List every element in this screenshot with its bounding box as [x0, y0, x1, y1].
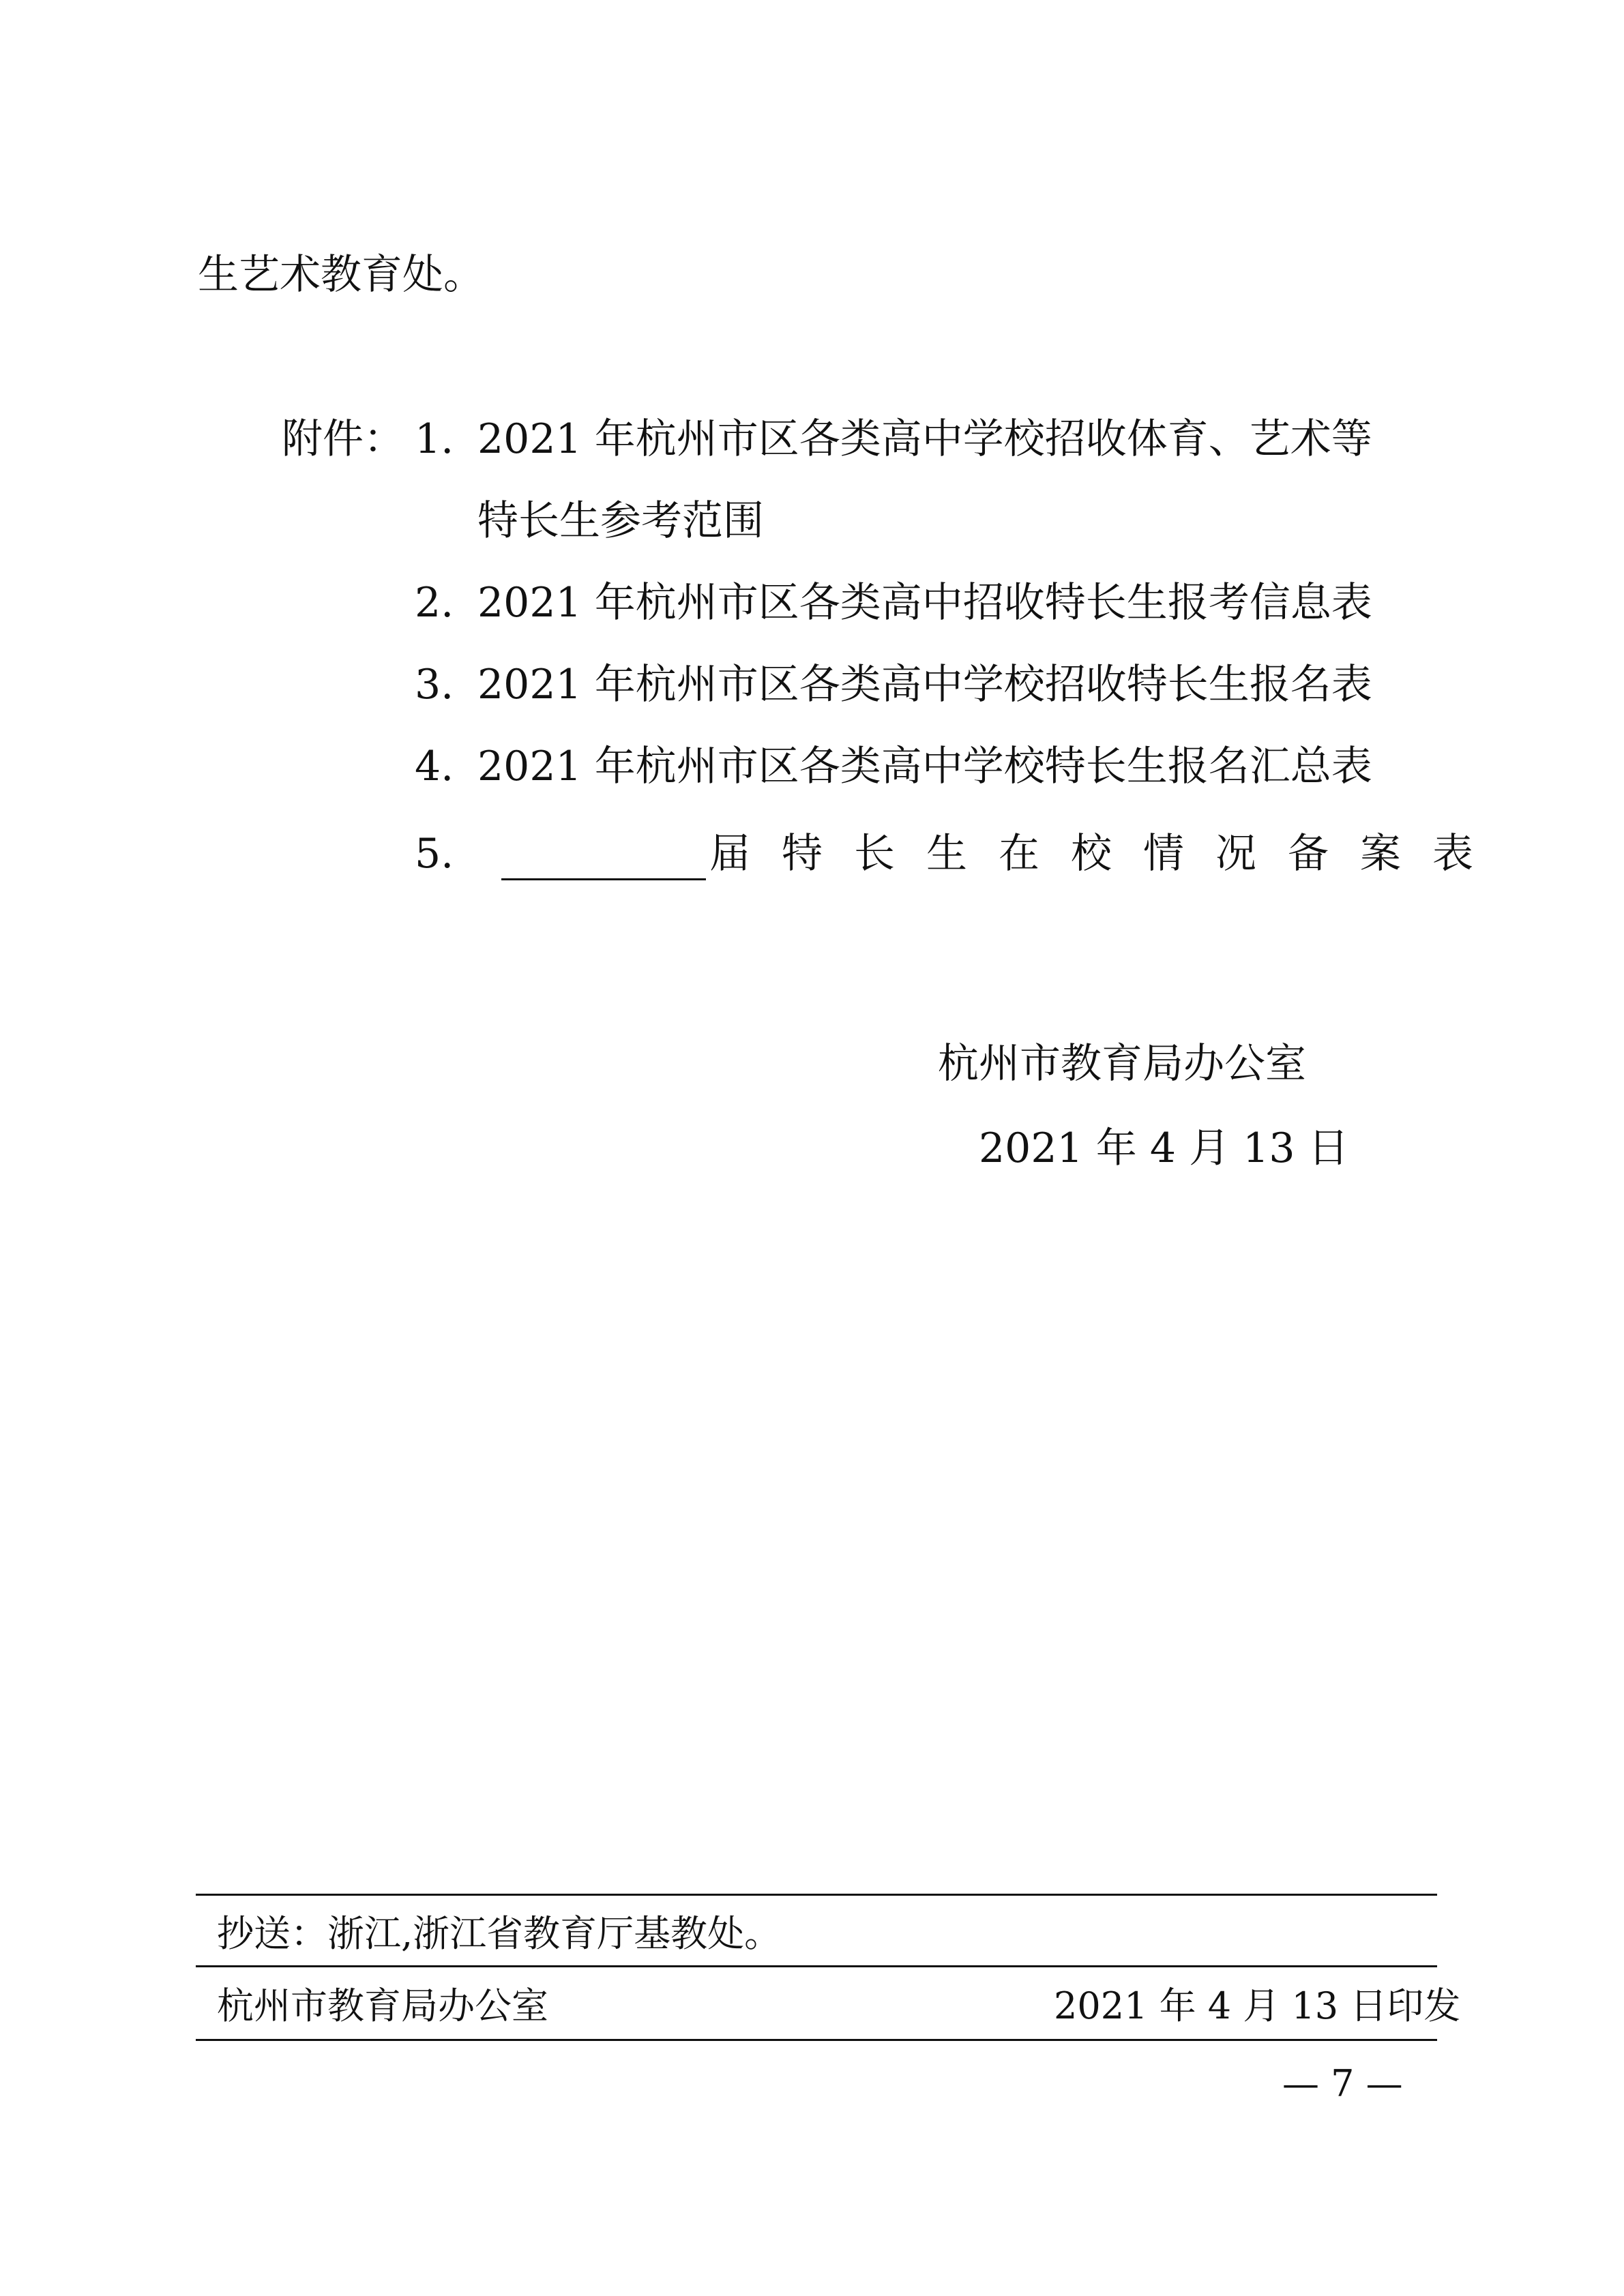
attachment-5-title: 届特长生在校情况备案表 [709, 830, 1505, 878]
footer-middle-rule [196, 1965, 1437, 1967]
attachment-5-blank-line [501, 878, 706, 880]
footer-bottom-rule [196, 2039, 1437, 2041]
footer-issuer: 杭州市教育局办公室 [217, 1984, 548, 2027]
footer-issue-date: 2021 年 4 月 13 日印发 [1054, 1984, 1461, 2027]
attachment-2-number: 2. [415, 579, 454, 627]
attachments-label: 附件： [282, 415, 404, 463]
signature-date: 2021 年 4 月 13 日 [979, 1124, 1349, 1172]
attachment-3-title: 2021 年杭州市区各类高中学校招收特长生报名表 [477, 661, 1372, 709]
attachment-4-title: 2021 年杭州市区各类高中学校特长生报名汇总表 [477, 743, 1372, 790]
attachment-3-number: 3. [415, 661, 454, 709]
footer-cc: 抄送：浙江,浙江省教育厅基教处。 [217, 1912, 782, 1955]
body-continued-line: 生艺术教育处。 [198, 251, 484, 299]
page-number: — 7 — [1282, 2062, 1403, 2105]
attachment-4-number: 4. [415, 743, 454, 790]
footer-top-rule [196, 1894, 1437, 1896]
attachment-1-title-cont: 特长生参考范围 [477, 497, 764, 545]
signature-org: 杭州市教育局办公室 [938, 1040, 1306, 1088]
attachment-1-title: 2021 年杭州市区各类高中学校招收体育、艺术等 [477, 415, 1372, 463]
attachment-2-title: 2021 年杭州市区各类高中招收特长生报考信息表 [477, 579, 1372, 627]
attachment-1-number: 1. [415, 415, 454, 463]
attachment-5-number: 5. [415, 830, 454, 878]
